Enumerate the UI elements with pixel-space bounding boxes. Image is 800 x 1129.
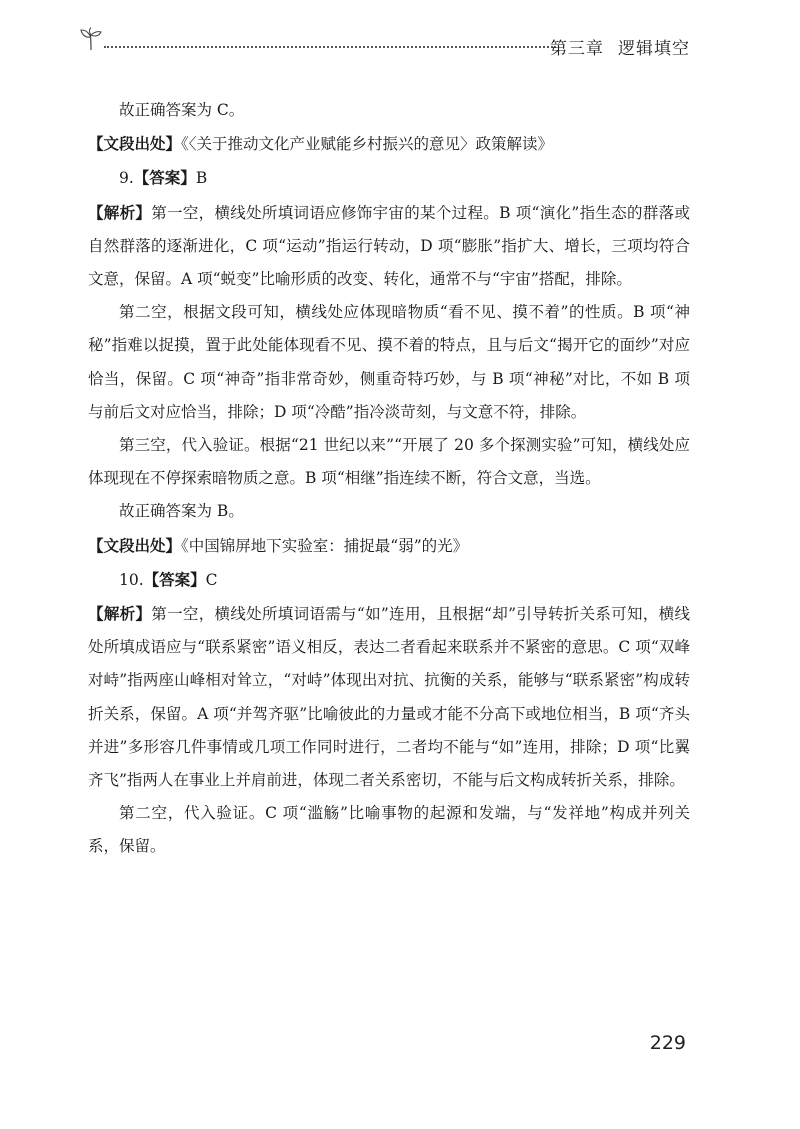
paragraph-text: 故正确答案为 C。: [119, 101, 245, 119]
paragraph-text: 第三空，代入验证。根据“21 世纪以来”“开展了 20 多个探测实验”可知，横线处应体现现在不停探索暗物质之意。B 项“相继”指连续不断，符合文意，当选。: [88, 436, 690, 488]
paragraph-text: C: [205, 570, 218, 589]
paragraph: [88, 529, 690, 563]
leaf-logo-icon: [78, 26, 104, 52]
paragraph: [88, 495, 690, 528]
paragraph: [88, 797, 690, 863]
paragraph: [88, 563, 690, 597]
paragraph-text: 第二空，代入验证。C 项“滥觞”比喻事物的起源和发端，与“发祥地”构成并列关系，保留。: [88, 804, 690, 856]
paragraph-text: 第一空，横线处所填词语应修饰宇宙的某个过程。B 项“演化”指生态的群落或自然群落的逐渐进化，C 项“运动”指运行转动，D 项“膨胀”指扩大、增长，三项均符合文意，保留。A 项“蜕变”比喻形质的改变、转化，通常不与“宇宙”搭配，排除。: [88, 203, 690, 289]
header-title: [550, 34, 690, 59]
section-label: 【文段出处】: [88, 535, 182, 555]
section-label: 【答案】: [143, 569, 206, 589]
page-number: 229: [649, 1032, 686, 1054]
paragraph-text: B: [195, 169, 208, 188]
paragraph: [88, 94, 690, 127]
header-chapter-title: 逻辑填空: [618, 39, 690, 59]
paragraph-text: 故正确答案为 B。: [119, 502, 244, 521]
paragraph: [88, 429, 690, 495]
section-label: 【答案】: [133, 168, 196, 188]
paragraph-text: 《〈关于推动文化产业赋能乡村振兴的意见〉政策解读》: [181, 135, 554, 154]
paragraph: [88, 196, 690, 297]
paragraph-text: 《中国锦屏地下实验室：捕捉最“弱”的光》: [181, 536, 469, 555]
answer-explanations: [88, 94, 690, 864]
section-label: 【文段出处】: [88, 134, 182, 154]
paragraph: [88, 597, 690, 797]
question-number: 10.: [119, 570, 144, 589]
running-header: [78, 24, 690, 64]
section-label: 【解析】: [88, 604, 152, 624]
section-label: 【解析】: [88, 202, 152, 222]
paragraph: [88, 296, 690, 429]
paragraph-text: 第一空，横线处所填词语需与“如”连用，且根据“却”引导转折关系可知，横线处所填成语应与“联系紧密”语义相反，表达二者看起来联系并不紧密的意思。C 项“双峰对峙”指两座山峰相对耸立，“对峙”体现出对抗、抗衡的关系，能够与“联系紧密”构成转折关系，保留。A 项“并驾齐驱”比喻彼此的力量或才能不分高下或地位相当，B 项“齐头并进”多形容几件事情或几项工作同时进行，二者均不能与“如”连用，排除；D 项“比翼齐飞”指两人在事业上并肩前进，体现二者关系密切，不能与后文构成转折关系，排除。: [88, 605, 690, 790]
paragraph-text: 第二空，根据文段可知，横线处应体现暗物质“看不见、摸不着”的性质。B 项“神秘”指难以捉摸，置于此处能体现看不见、摸不着的特点，且与后文“揭开它的面纱”对应恰当，保留。C 项“神奇”指非常奇妙，侧重奇特巧妙，与 B 项“神秘”对比，不如 B 项与前后文对应恰当，排除；D 项“冷酷”指冷淡苛刻，与文意不符，排除。: [88, 303, 690, 421]
question-number: 9.: [119, 169, 134, 188]
paragraph: [88, 127, 690, 161]
header-dotted-rule: [104, 46, 556, 48]
header-chapter: 第三章: [550, 39, 604, 59]
paragraph: [88, 161, 690, 195]
